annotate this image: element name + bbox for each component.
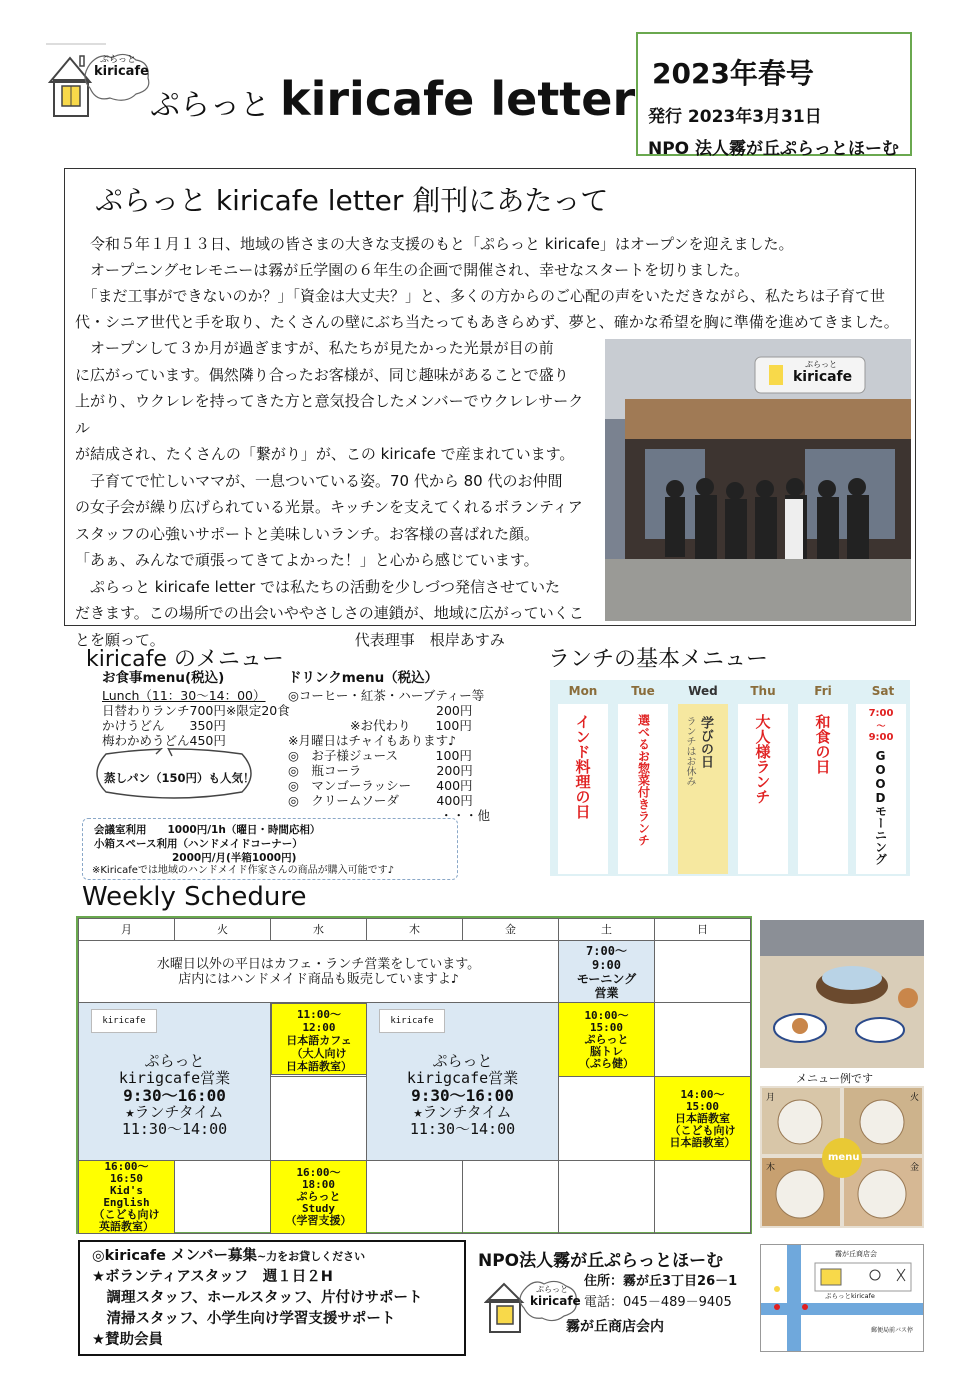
- drink-price: 200円: [436, 703, 473, 718]
- org-place: 霧が丘商店会内: [566, 1319, 664, 1335]
- intro-line: スタッフの心強いサポートと美味しいランチ。お客様の喜ばれた顔。: [75, 524, 539, 543]
- cell-line: ぷらっと: [296, 1190, 341, 1203]
- map-label-top: 霧が丘商店会: [835, 1250, 877, 1258]
- rental-note: ※Kiricafeでは地域のハンドメイド作家さんの商品が購入可能です♪: [92, 865, 394, 876]
- empty-cell: [559, 1077, 655, 1161]
- intro-line: ぷらっと kiricafe letter では私たちの活動を少しづつ発信させていた: [75, 577, 560, 596]
- intro-closing: とを願って。: [75, 630, 165, 649]
- intro-full-paragraphs: [75, 231, 907, 335]
- cell-line: English: [103, 1196, 150, 1209]
- food-item: 日替わりランチ700円※限定20食: [102, 703, 290, 718]
- sat-morning-cell: [559, 941, 655, 1003]
- newsletter-title: [150, 72, 635, 126]
- footer-logo-small: ぷらっと: [536, 1285, 568, 1294]
- cell-line: Study: [301, 1202, 336, 1215]
- intro-line: に広がっています。偶然隣り合ったお客様が、同じ趣味があることで盛り: [75, 365, 569, 384]
- empty-cell: [175, 1161, 271, 1234]
- menu-photo-1: [760, 920, 924, 1068]
- empty-cell: [655, 1003, 751, 1077]
- logo-name: kiricafe: [94, 64, 149, 79]
- cell-line: ぷらっと: [584, 1032, 629, 1046]
- signature: 代表理事 根岸あすみ: [354, 630, 505, 649]
- org-name: NPO法人霧が丘ぷらっとほーむ: [478, 1251, 724, 1271]
- weekday-note-line: 水曜日以外の平日はカフェ・ランチ営業をしています。: [156, 956, 481, 972]
- recruit-box: [78, 1240, 466, 1356]
- cafe-line: 11:30～14:00: [409, 1120, 516, 1138]
- lunch-card-sat: [856, 704, 906, 874]
- cell-line: 脳トレ: [590, 1044, 623, 1058]
- recruit-title-main: ◎kiricafe メンバー募集: [92, 1248, 257, 1264]
- header: [0, 0, 980, 160]
- cell-line: 9:00: [592, 957, 621, 972]
- cell-line: 日本語カフェ: [286, 1034, 352, 1047]
- rental-line: 会議室利用 1000円/1h（曜日・時間応相）: [94, 824, 321, 836]
- footer-logo-name: kiricafe: [530, 1294, 581, 1308]
- bubble-text: 蒸しパン（150円）も人気！: [104, 771, 255, 785]
- food-lunch-time: Lunch（11：30～14：00）: [102, 688, 266, 703]
- schedule-table: [78, 918, 751, 1234]
- day-header: 水: [271, 919, 367, 941]
- empty-cell: [271, 1077, 367, 1161]
- issue-label: 2023年春号: [652, 57, 814, 90]
- day-mon: Mon: [568, 684, 598, 698]
- drink-etc: ・・・他: [440, 808, 491, 823]
- cell-line: （こども向け: [93, 1208, 160, 1221]
- cell-line: （大人向け: [291, 1047, 347, 1060]
- intro-line: 子育てで忙しいママが、一息ついている姿。70 代から 80 代のお仲間: [75, 471, 563, 490]
- recruit-line: ★賛助会員: [92, 1332, 163, 1348]
- weekday-note: [79, 941, 559, 1003]
- lunch-heading: ランチの基本メニュー: [548, 647, 769, 672]
- day-header: 土: [559, 919, 655, 941]
- cell-line: 18:00: [301, 1178, 336, 1191]
- cell-line: （こども向け: [669, 1123, 736, 1137]
- cell-line: Kid's: [109, 1184, 144, 1197]
- cell-line: 10:00～: [584, 1008, 629, 1022]
- schedule-heading: Weekly Schedure: [82, 882, 307, 912]
- sat-time-sep: ～: [876, 722, 886, 732]
- mini-logo-text: kiricafe: [390, 1016, 434, 1026]
- day-header: 日: [655, 919, 751, 941]
- intro-line: オープンして３か月が過ぎますが、私たちが見たかった光景が目の前: [75, 339, 554, 357]
- intro-line: 「まだ工事ができないのか？」「資金は大丈夫？」と、多くの方からのご心配の声をいただきながら、私たちは子育て世: [75, 287, 886, 305]
- intro-line: 令和５年１月１３日、地域の皆さまの大きな支援のもと「ぷらっと kiricafe」はオープンを迎えました。: [75, 235, 794, 253]
- drink-item: ◎ クリームソーダ 400円: [288, 793, 473, 808]
- lunch-item: インド料理の日: [573, 714, 592, 819]
- recruit-title-sub: ~力をお貸しください: [256, 1250, 366, 1263]
- mon-cafe-block: [79, 1003, 271, 1161]
- cell-line: 15:00: [685, 1099, 720, 1113]
- cell-line: 12:00: [302, 1021, 336, 1034]
- cafe-line: 11:30～14:00: [121, 1120, 228, 1138]
- cell-line: 16:00～: [104, 1160, 149, 1173]
- intro-title: ぷらっと kiricafe letter 創刊にあたって: [95, 184, 609, 217]
- recruit-line: 清掃スタッフ、小学生向け学習支援サポート: [92, 1311, 396, 1327]
- rental-line: 2000円/月(半箱1000円): [172, 852, 297, 864]
- cell-line: 16:50: [109, 1172, 144, 1185]
- lunch-wed-sub: ランチはお休み: [684, 716, 695, 786]
- day-tue: Tue: [631, 684, 655, 698]
- mini-logo: [379, 1009, 445, 1033]
- cafe-line: ぷらっと: [432, 1052, 493, 1070]
- cell-line: 日本語教室: [675, 1111, 730, 1125]
- day-header: 金: [463, 919, 559, 941]
- intro-line: 「あぁ、みんなで頑張ってきてよかった！」と心から感じています。: [75, 551, 539, 569]
- photo-sign-small: ぷらっと: [805, 360, 837, 369]
- cell-line: 11:00～: [296, 1008, 342, 1021]
- food-item: 梅わかめうどん450円: [102, 733, 226, 748]
- empty-cell: [655, 1161, 751, 1234]
- sun-jp-cell: [655, 1077, 751, 1161]
- drink-item: ◎ 瓶コーラ 200円: [288, 763, 473, 778]
- empty-cell: [463, 1161, 559, 1234]
- tue-jp-overlay: [271, 1003, 367, 1075]
- lunch-item: 選べるお惣菜付きランチ: [636, 714, 651, 846]
- cafe-line: 9:30～16:00: [123, 1086, 226, 1105]
- intro-line: 代・シニア世代と手を取り、たくさんの壁にぶち当たってもあきらめず、夢と、確かな希望を胸に準備を進めてきました。: [75, 313, 899, 331]
- recruit-title: [92, 1246, 365, 1267]
- lunch-item: 和食の日: [813, 714, 832, 774]
- wed-study-cell: [271, 1161, 367, 1234]
- map-label-bottom: 郵便局前バス停: [871, 1327, 914, 1334]
- issue-box: [636, 32, 912, 159]
- mon-eng-cell: [79, 1161, 175, 1234]
- org-address: 住所：霧が丘3丁目26－1: [584, 1274, 738, 1289]
- drink-item: ◎コーヒー・紅茶・ハーブティー等: [288, 688, 485, 703]
- cafe-line: 9:30～16:00: [411, 1086, 514, 1105]
- day-fri: Fri: [814, 684, 832, 698]
- cell-line: 英語教室）: [99, 1220, 154, 1233]
- issue-org: NPO 法人霧が丘ぷらっとほーむ: [648, 139, 900, 159]
- photo-sign: kiricafe: [793, 369, 853, 385]
- mini-logo-text: kiricafe: [102, 1016, 146, 1026]
- lunch-item: 学びの日: [698, 716, 713, 768]
- org-phone: 電話：045－489－9405: [584, 1295, 732, 1310]
- drink-refill: ※お代わり 100円: [350, 718, 472, 733]
- corner-label-mon: 月: [766, 1093, 776, 1103]
- drink-item: ◎ マンゴーラッシー 400円: [288, 778, 473, 793]
- rental-line: 小箱スペース利用（ハンドメイドコーナー）: [94, 838, 303, 850]
- drink-note: ※月曜日はチャイもあります♪: [288, 733, 457, 748]
- drink-menu-title: ドリンクmenu（税込）: [288, 670, 439, 686]
- cell-line: 日本語教室）: [669, 1135, 736, 1149]
- issue-date: 発行 2023年3月31日: [648, 107, 822, 127]
- food-menu-title: お食事menu(税込): [102, 670, 225, 686]
- photo-caption: メニュー例です: [796, 1072, 873, 1085]
- cell-line: 営業: [594, 985, 619, 1000]
- intro-line: オープニングセレモニーは霧が丘学園の６年生の企画で開催され、幸せなスタートを切りました。: [75, 261, 750, 279]
- weekday-note-line: 店内にはハンドメイド商品も販売していますよ♪: [178, 971, 459, 987]
- cafe-line: ★ランチタイム: [413, 1103, 512, 1121]
- corner-label-thu: 木: [766, 1163, 776, 1173]
- mini-logo: [91, 1009, 157, 1033]
- lunch-card-wed: [678, 704, 728, 874]
- access-map: [760, 1244, 924, 1352]
- lunch-card-fri: [798, 704, 848, 874]
- cell-line: 14:00～: [680, 1087, 725, 1101]
- cafe-line: kirigcafe営業: [406, 1069, 519, 1087]
- cafe-opening-photo: [605, 339, 911, 621]
- intro-line: だきます。この場所での出会いややさしさの連鎖が、地域に広がっていくこ: [75, 604, 584, 622]
- menu-heading: kiricafe のメニュー: [86, 647, 284, 672]
- empty-cell: [655, 941, 751, 1003]
- food-item: かけうどん 350円: [102, 718, 226, 733]
- recruit-line: ★ボランティアスタッフ 週１日２H: [92, 1269, 333, 1285]
- drink-item: ◎ お子様ジュース 100円: [288, 748, 472, 763]
- day-header: 火: [175, 919, 271, 941]
- cell-line: モーニング: [576, 971, 637, 986]
- day-thu: Thu: [750, 684, 776, 698]
- day-wed: Wed: [688, 684, 718, 698]
- title-main-text: kiricafe letter: [280, 72, 636, 126]
- cell-line: （ぷら健）: [579, 1056, 634, 1070]
- menu-photo-2: [760, 1086, 924, 1228]
- cell-line: 16:00～: [296, 1166, 341, 1179]
- lunch-item: GOODモーニング: [873, 749, 888, 865]
- intro-section: [64, 168, 916, 649]
- corner-label-fri: 金: [910, 1163, 920, 1173]
- day-sat: Sat: [871, 684, 895, 698]
- lunch-card-thu: [738, 704, 788, 874]
- menu-badge: menu: [828, 1152, 860, 1163]
- lunch-card-mon: [558, 704, 608, 874]
- cell-line: （学習支援）: [285, 1214, 352, 1227]
- thu-cafe-block: [367, 1003, 559, 1161]
- cafe-line: kirigcafe営業: [118, 1069, 231, 1087]
- lunch-item: 大人様ランチ: [753, 714, 772, 804]
- cell-line: 日本語教室）: [286, 1060, 352, 1073]
- cafe-line: ぷらっと: [144, 1052, 205, 1070]
- title-prefix: ぷらっと: [150, 88, 270, 123]
- sat-brain-cell: [559, 1003, 655, 1077]
- map-label-cafe: ぷらっとkiricafe: [825, 1292, 875, 1300]
- cafe-line: ★ランチタイム: [125, 1103, 224, 1121]
- day-header: 木: [367, 919, 463, 941]
- intro-line: が結成され、たくさんの「繋がり」が、この kiricafe で産まれています。: [75, 445, 575, 463]
- intro-line: 上がり、ウクレレを持ってきた方と意気投合したメンバーでウクレレサークル: [75, 392, 584, 437]
- day-header: 月: [79, 919, 175, 941]
- lunch-calendar: [550, 680, 910, 876]
- lunch-card-tue: [618, 704, 668, 874]
- logo-small-text: ぷらっと: [100, 55, 137, 65]
- sat-time-end: 9:00: [868, 732, 894, 743]
- intro-left-paragraphs: [75, 335, 595, 653]
- empty-cell: [367, 1161, 463, 1234]
- empty-cell: [559, 1161, 655, 1234]
- corner-label-tue: 火: [910, 1093, 920, 1103]
- cell-line: 7:00～: [586, 943, 627, 958]
- recruit-line: 調理スタッフ、ホールスタッフ、片付けサポート: [92, 1290, 423, 1306]
- sat-time-start: 7:00: [868, 708, 894, 719]
- cell-line: 15:00: [589, 1020, 624, 1034]
- intro-line: の女子会が繰り広げられている光景。キッチンを支えてくれるボランティア: [75, 498, 583, 516]
